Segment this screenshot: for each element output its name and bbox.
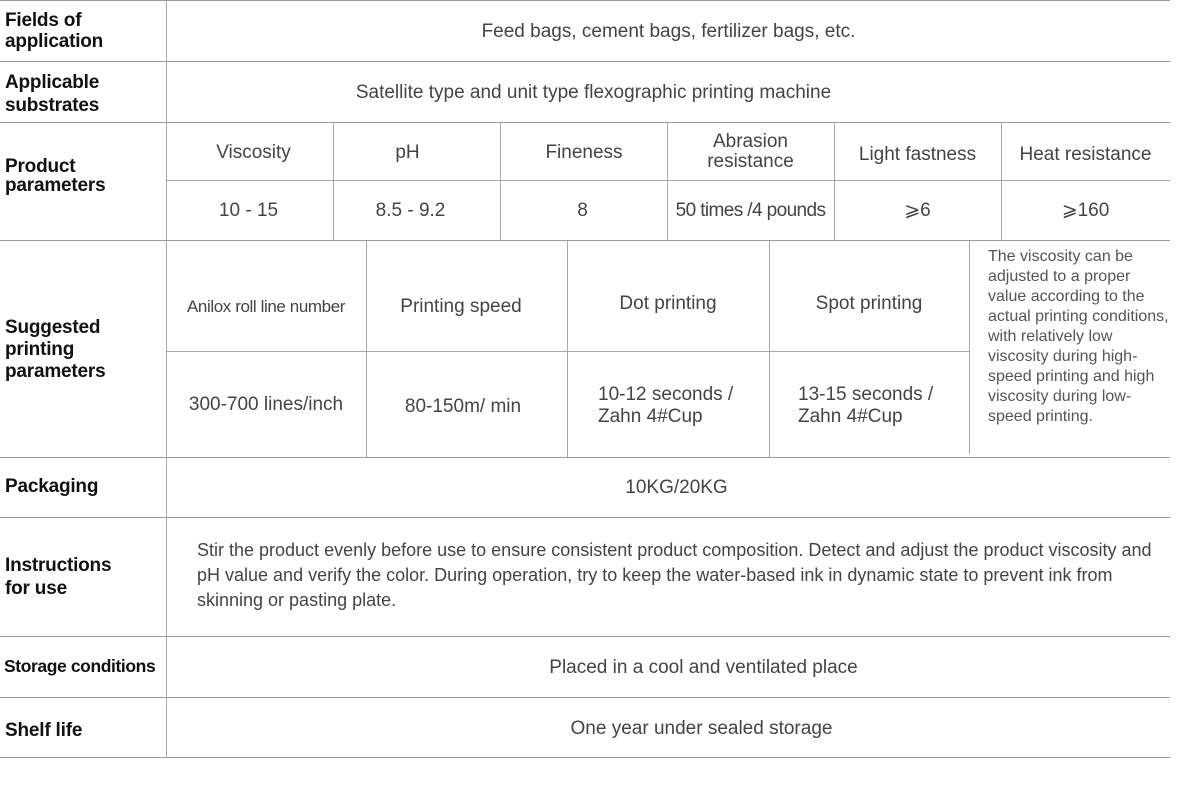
heat-resistance-header: Heat resistance: [1019, 143, 1152, 165]
instructions-for-use-value: Stir the product evenly before use to ensure consistent product composition. Detect and adjust the product viscosity and pH value and verify the color. During operation, try to keep the water-based ink in dynamic state to prevent ink from skinning or pasting plate.: [197, 540, 1152, 610]
spot-printing-header: Spot printing: [815, 292, 923, 314]
fineness-value: 8: [577, 200, 588, 221]
shelf-life-value: One year under sealed storage: [570, 717, 833, 739]
product-parameters-label: Product parameters: [5, 156, 106, 196]
row-divider: [0, 240, 1170, 241]
anilox-roll-header: Anilox roll line number: [186, 296, 346, 316]
dot-printing-value: 10-12 seconds / Zahn 4#Cup: [598, 384, 734, 427]
printing-speed-value: 80-150m/ min: [404, 395, 522, 417]
storage-conditions-label: Storage conditions: [4, 656, 156, 676]
fineness-header: Fineness: [545, 141, 623, 163]
light-fastness-value: ⩾6: [904, 200, 931, 221]
storage-conditions-value: Placed in a cool and ventilated place: [549, 656, 858, 678]
instructions-for-use-label: Instructions for use: [5, 555, 112, 599]
fields-of-application-label: Fields of application: [5, 10, 104, 52]
anilox-roll-value: 300-700 lines/inch: [188, 394, 344, 415]
fields-of-application-value: Feed bags, cement bags, fertilizer bags, etc.: [481, 20, 856, 42]
column-divider: [969, 241, 970, 454]
viscosity-value: 10 - 15: [218, 200, 279, 221]
ph-header: pH: [395, 141, 420, 163]
suggested-printing-parameters-label: Suggested printing parameters: [5, 317, 106, 382]
packaging-label: Packaging: [5, 476, 99, 497]
row-divider: [0, 517, 1170, 518]
ph-value: 8.5 - 9.2: [375, 200, 446, 221]
viscosity-header: Viscosity: [216, 141, 291, 163]
heat-resistance-value: ⩾160: [1061, 200, 1110, 221]
shelf-life-label: Shelf life: [5, 720, 83, 741]
row-divider: [0, 122, 1170, 123]
light-fastness-header: Light fastness: [858, 143, 977, 165]
abrasion-resistance-header: Abrasion resistance: [707, 131, 794, 172]
spot-printing-value: 13-15 seconds / Zahn 4#Cup: [798, 384, 934, 427]
printing-speed-header: Printing speed: [400, 295, 522, 317]
applicable-substrates-value: Satellite type and unit type flexographic printing machine: [355, 81, 832, 103]
packaging-value: 10KG/20KG: [625, 477, 728, 498]
applicable-substrates-label: Applicable substrates: [5, 72, 100, 116]
dot-printing-header: Dot printing: [619, 292, 717, 314]
abrasion-resistance-value: 50 times /4 pounds: [675, 200, 826, 221]
viscosity-note: The viscosity can be adjusted to a proper value according to the actual printing conditions, with relatively low viscosity during high-speed printing and high viscosity during low-speed printing.: [988, 248, 1169, 425]
